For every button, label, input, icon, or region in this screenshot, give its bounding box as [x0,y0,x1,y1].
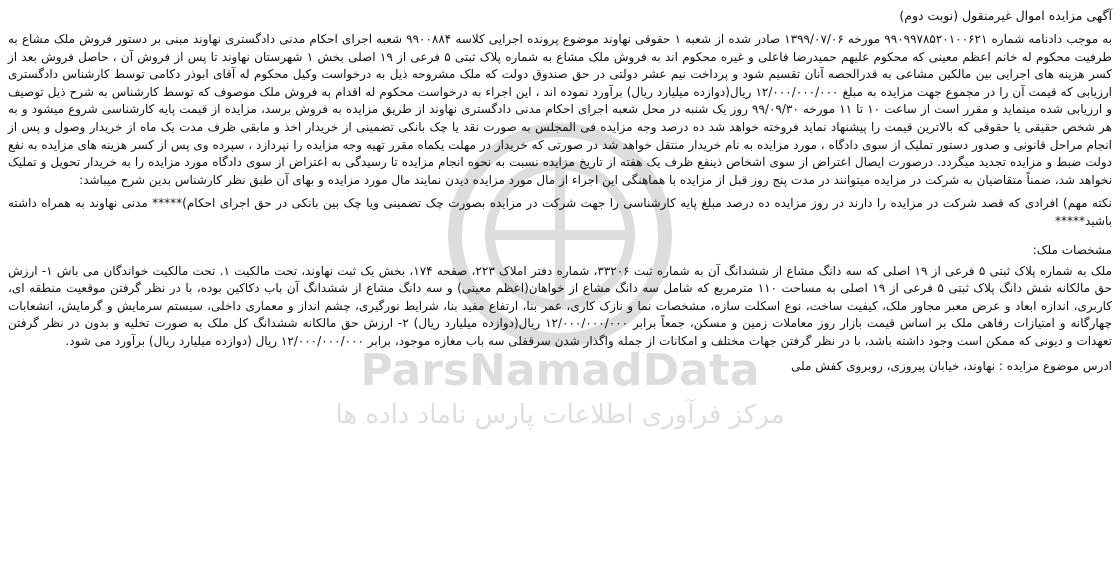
notice-title: آگهی مزایده اموال غیرمنقول (نوبت دوم) [899,8,1112,23]
property-specs-paragraph: ملک به شماره پلاک ثبتی ۵ فرعی از ۱۹ اصلی که سه دانگ مشاع از ششدانگ آن به شماره ثبت ۳۳۲۰۶، شماره دفتر املاک ۲۲۳، صفحه ۱۷۴، بخش یک ثبت نهاوند، تحت مالکیت ۱. تحت مالکیت خواندگان می باش ۱- ارزش حق مالکانه شش دانگ پلاک ثبتی ۵ فرعی از ۱۹ اصلی به مساحت ۱۱۰ مترمربع که شامل سه دانگ مشاع از خواهان(اعظم معینی) و سه دانگ مشاع از ششدانگ آن باب دکاکین بوده، با در نظر گرفتن موقعیت منطقه ای، کاربری، اندازه ابعاد و عرض معبر مجاور ملک، کیفیت ساخت، نوع اسکلت سازه، مشخصات نما و نازک کاری، عمر بنا، ارتفاع مفید بنا، شرایط نورگیری، چشم انداز و معماری داخلی، سیستم سرمایش و گرمایش، انشعابات چهارگانه و امتیازات رفاهی ملک بر اساس قیمت بازار روز معاملات زمین و مسکن، جمعاً برابر ۱۲/۰۰۰/۰۰۰/۰۰۰ ریال(دوازده میلیارد ریال) ۲- ارزش حق مالکانه ششدانگ کل ملک به صورت تخلیه و بدون در نظر گرفتن تعهدات و دیونی که ممکن است وجود داشته باشد، با در نظر گرفتن جهات مختلف و امکانات از جمله واگذار شدن سرقفلی سه باب مغازه موجود، برابر ۱۲/۰۰۰/۰۰۰/۰۰۰ ریال (دوازده میلیارد ریال) برآورد می شود. [8,263,1113,348]
property-specs-heading: مشخصات ملک: [1032,242,1112,257]
watermark-persian-text: مرکز فرآوری اطلاعات پارس ناماد داده ها [335,400,785,430]
auction-address: ادرس موضوع مزایده : نهاوند، خیابان پیروزی، روبروی کفش ملی [791,358,1112,373]
important-note-paragraph: نکته مهم) افرادی که قصد شرکت در مزایده را دارند در روز مزایده ده درصد مبلغ پایه کارشناسی را جهت شرکت در مزایده بصورت چک تضمینی ویا چک بین بانکی در حق اجرای احکام)***** مدنی نهاوند به همراه داشته باشید***** [8,196,1112,228]
main-paragraph: به موجب دادنامه شماره ۹۹۰۹۹۷۸۵۲۰۱۰۰۶۲۱ مورخه ۱۳۹۹/۰۷/۰۶ صادر شده از شعبه ۱ حقوقی نهاوند موضوع پرونده اجرایی کلاسه ۹۹۰۰۸۸۴ شعبه اجرای احکام مدنی دادگستری نهاوند مبنی بر دستور فروش ملک مشاع به طرفیت محکوم له خانم اعظم معینی که محکوم علیهم حمیدرضا فاعلی و غیره محکوم اند به فروش ملک مشاع به شماره پلاک ثبتی ۵ فرعی از ۱۹ اصلی بخش ۱ شهرستان نهاوند تا پس از فروش آن ، حاصل فروش بعد از کسر هزینه های اجرایی بین مالکین مشاعی به قدرالحصه آنان تقسیم شود و پرداخت نیم عشر دولتی در حق صندوق دولت که ملک مشروحه ذیل به درخواست وکیل محکوم له آقای ابوذر دکامی توسط کارشناس دادگستری ارزیابی که قیمت آن را در مجموع جهت مزایده به مبلغ ۱۲/۰۰۰/۰۰۰/۰۰۰ ریال(دوازده میلیارد ریال) برآورد نموده اند ، این اجراء به درخواست محکوم له اقدام به فروش ملک موصوف که توسط کارشناس به شرح ذیل توصیف و ارزیابی شده مینماید و مقرر است از ساعت ۱۰ تا ۱۱ مورخه ۹۹/۰۹/۳۰ روز یک شنبه در محل شعبه اجرای احکام مدنی دادگستری نهاوند از طریق مزایده به فروش برسد، مزایده از قیمت پایه کارشناسی شروع میشود و به هر شخص حقیقی یا حقوقی که بالاترین قیمت را پیشنهاد نماید فروخته خواهد شد ده درصد وجه مزایده فی المجلس به صورت نقد یا چک بانکی تضمینی از خریدار اخذ و مابقی ظرف مدت یک ماه از خریدار وصول و پس از انجام مراحل قانونی و صدور دستور تملیک از سوی دادگاه ، مورد مزایده به نام خریدار منتقل خواهد شد در صورتی که خریدار در مهلت یکماه مقرر تهیه وجه مزایده را نپردازد ، سپرده وی پس از کسر هزینه های مزایده به نفع دولت ضبط و مزایده تجدید میگردد. درصورت ایصال اعتراض از سوی اشخاص ذینفع ظرف یک هفته از تاریخ مزایده نسبت به نحوه انجام مزایده تا رسیدگی به اعتراض از سوی دادگاه مورد مزایده را به خریدار تحویل و تملیک نخواهد شد، ضمناً متقاضیان به شرکت در مزایده میتوانند در مدت پنج روز قبل از مزایده با هماهنگی این اجراء از مال مورد مزایده دیدن نمایند مال مورد مزایده و بهای آن طبق نظر کارشناس بدین شرح میباشد: [8,32,1113,187]
watermark-latin-text: ParsNamadData [360,345,760,396]
